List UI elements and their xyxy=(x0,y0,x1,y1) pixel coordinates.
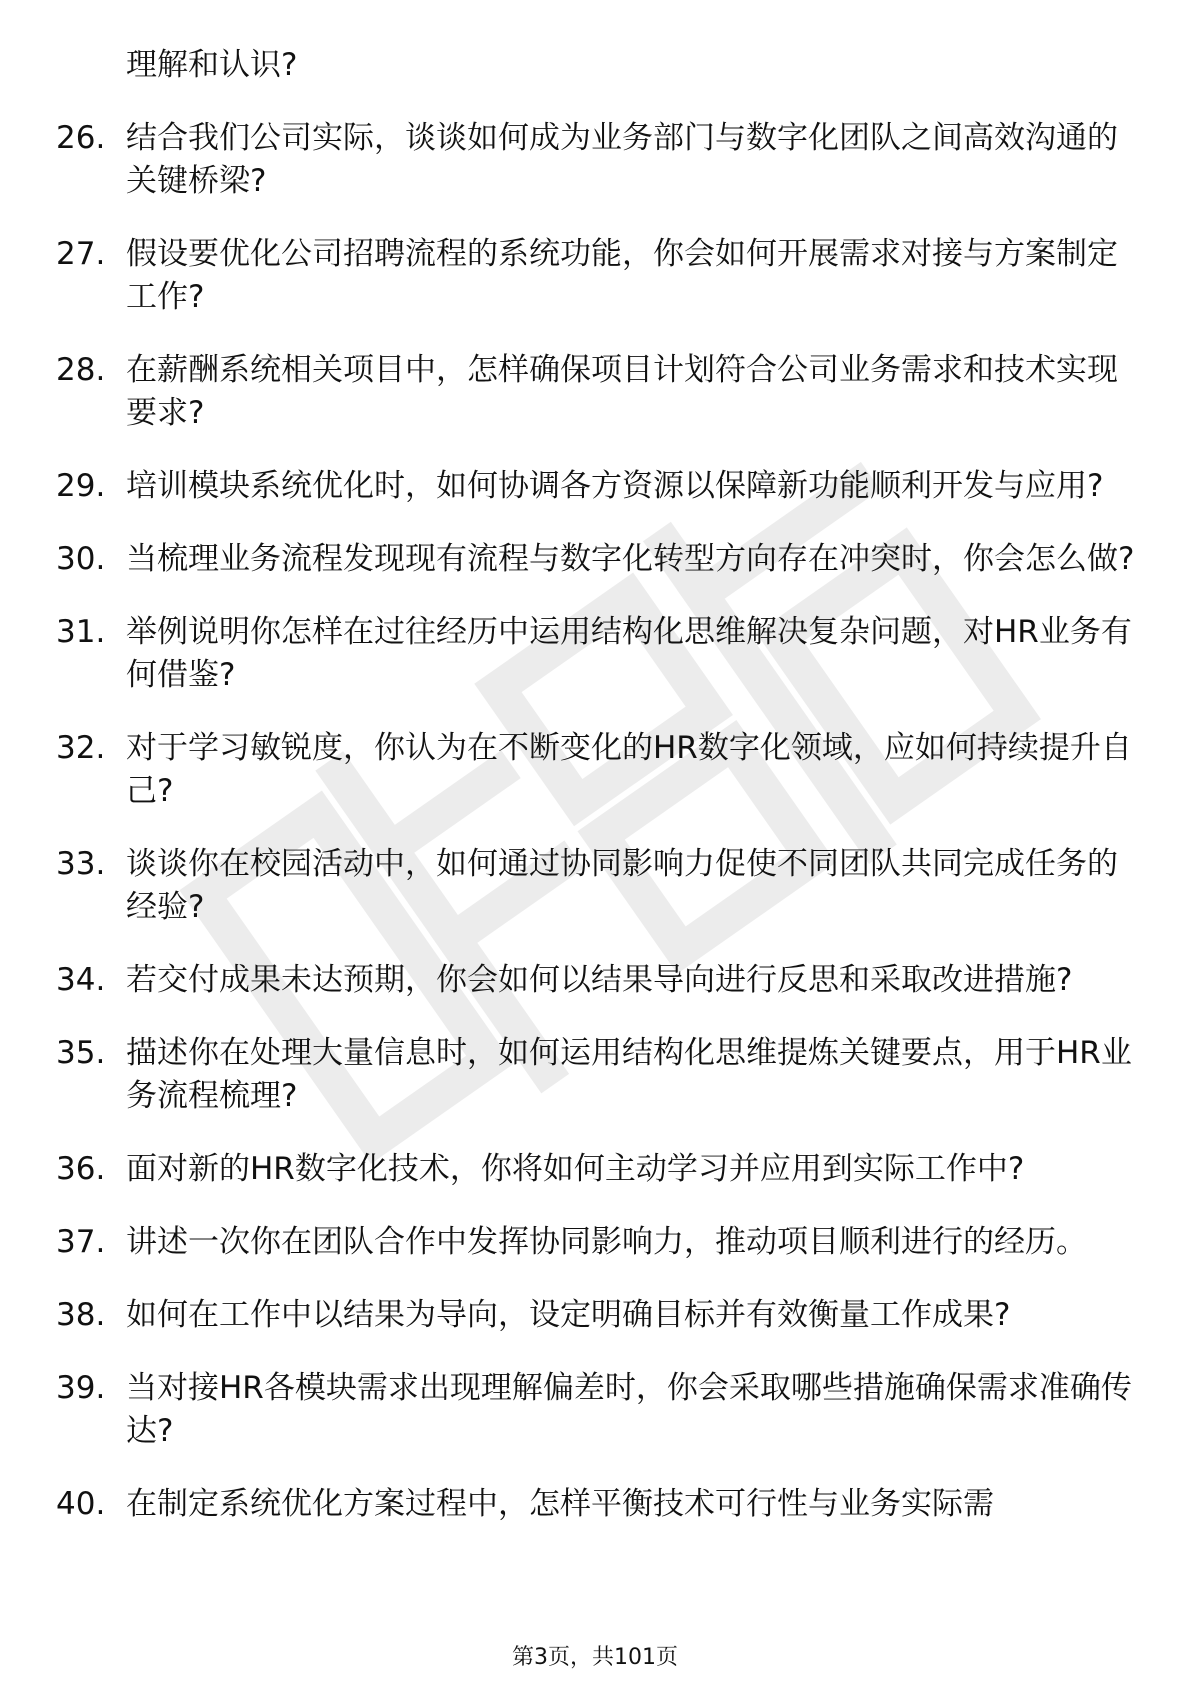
list-item xyxy=(56,1221,1136,1264)
item-text: 结合我们公司实际，谈谈如何成为业务部门与数字化团队之间高效沟通的关键桥梁? xyxy=(126,120,1118,199)
list-item xyxy=(56,1367,1136,1453)
continuation-text: 理解和认识? xyxy=(126,47,298,83)
list-item xyxy=(56,959,1136,1002)
item-text: 描述你在处理大量信息时，如何运用结构化思维提炼关键要点，用于HR业务流程梳理? xyxy=(126,1035,1132,1114)
page-footer: 第3页，共101页 xyxy=(512,1645,678,1670)
item-number: 28. xyxy=(56,352,106,388)
list-item xyxy=(56,233,1136,319)
list-item xyxy=(56,1294,1136,1337)
item-text: 若交付成果未达预期，你会如何以结果导向进行反思和采取改进措施? xyxy=(126,962,1073,998)
item-text: 当梳理业务流程发现现有流程与数字化转型方向存在冲突时，你会怎么做? xyxy=(126,541,1135,577)
item-number: 33. xyxy=(56,846,106,882)
item-number: 38. xyxy=(56,1297,106,1333)
item-text: 假设要优化公司招聘流程的系统功能，你会如何开展需求对接与方案制定工作? xyxy=(126,236,1118,315)
list-item xyxy=(56,538,1136,581)
item-number: 30. xyxy=(56,541,106,577)
item-text: 如何在工作中以结果为导向，设定明确目标并有效衡量工作成果? xyxy=(126,1297,1011,1333)
list-item xyxy=(56,349,1136,435)
list-item xyxy=(56,843,1136,929)
question-list xyxy=(56,44,1136,1556)
item-text: 对于学习敏锐度，你认为在不断变化的HR数字化领域，应如何持续提升自己? xyxy=(126,730,1132,809)
item-number: 39. xyxy=(56,1370,106,1406)
item-number: 36. xyxy=(56,1151,106,1187)
item-text: 在制定系统优化方案过程中，怎样平衡技术可行性与业务实际需 xyxy=(126,1486,994,1522)
item-number: 34. xyxy=(56,962,106,998)
list-item xyxy=(56,1483,1136,1526)
item-text: 举例说明你怎样在过往经历中运用结构化思维解决复杂问题，对HR业务有何借鉴? xyxy=(126,614,1132,693)
item-number: 31. xyxy=(56,614,106,650)
list-item xyxy=(56,465,1136,508)
item-number: 29. xyxy=(56,468,106,504)
item-number: 37. xyxy=(56,1224,106,1260)
list-item xyxy=(56,1148,1136,1191)
item-text: 讲述一次你在团队合作中发挥协同影响力，推动项目顺利进行的经历。 xyxy=(126,1224,1087,1260)
item-number: 40. xyxy=(56,1486,106,1522)
list-item xyxy=(56,727,1136,813)
list-item xyxy=(56,117,1136,203)
item-number: 27. xyxy=(56,236,106,272)
item-text: 在薪酬系统相关项目中，怎样确保项目计划符合公司业务需求和技术实现要求? xyxy=(126,352,1118,431)
item-text: 当对接HR各模块需求出现理解偏差时，你会采取哪些措施确保需求准确传达? xyxy=(126,1370,1132,1449)
item-number: 35. xyxy=(56,1035,106,1071)
item-text: 面对新的HR数字化技术，你将如何主动学习并应用到实际工作中? xyxy=(126,1151,1025,1187)
item-number: 26. xyxy=(56,120,106,156)
list-item xyxy=(56,1032,1136,1118)
item-text: 培训模块系统优化时，如何协调各方资源以保障新功能顺利开发与应用? xyxy=(126,468,1104,504)
list-item xyxy=(56,611,1136,697)
item-text: 谈谈你在校园活动中，如何通过协同影响力促使不同团队共同完成任务的经验? xyxy=(126,846,1118,925)
item-number: 32. xyxy=(56,730,106,766)
